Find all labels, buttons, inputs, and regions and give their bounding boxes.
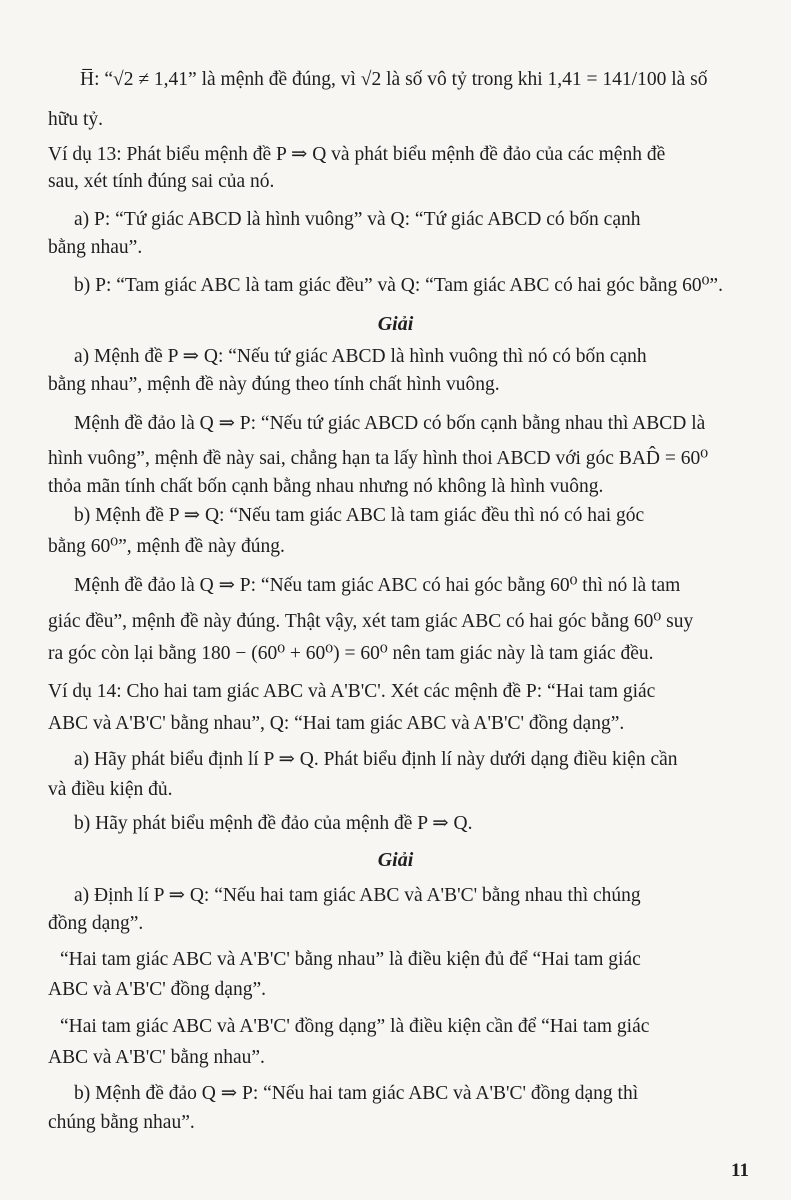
text-line: chúng bằng nhau”. [48,1112,195,1133]
text-line: bằng nhau”. [48,237,143,258]
solution-heading: Giải [377,313,414,335]
text-line: bằng nhau”, mệnh đề này đúng theo tính chất hình vuông. [48,374,500,395]
text-line: ABC và A'B'C' bằng nhau”. [48,1047,265,1068]
text-line: b) Hãy phát biểu mệnh đề đảo của mệnh đề P ⇒ Q. [74,813,473,834]
solution-heading: Giải [377,849,414,871]
text-line: a) Định lí P ⇒ Q: “Nếu hai tam giác ABC và A'B'C' bằng nhau thì chúng [74,885,641,906]
text-line: b) Mệnh đề P ⇒ Q: “Nếu tam giác ABC là tam giác đều thì nó có hai góc [74,505,645,526]
text-line: hữu tỷ. [48,109,103,130]
text-line: hình vuông”, mệnh đề này sai, chẳng hạn ta lấy hình thoi ABCD với góc BAD̂ = 60⁰ [48,448,709,469]
text-line: b) P: “Tam giác ABC là tam giác đều” và Q: “Tam giác ABC có hai góc bằng 60⁰”. [74,275,723,296]
text-line: thỏa mãn tính chất bốn cạnh bằng nhau nhưng nó không là hình vuông. [48,476,604,497]
text-line: Mệnh đề đảo là Q ⇒ P: “Nếu tam giác ABC có hai góc bằng 60⁰ thì nó là tam [74,575,681,596]
text-line: b) Mệnh đề đảo Q ⇒ P: “Nếu hai tam giác ABC và A'B'C' đồng dạng thì [74,1083,639,1104]
text-line: bằng 60⁰”, mệnh đề này đúng. [48,536,285,557]
text-line: đồng dạng”. [48,913,144,934]
text-line: ABC và A'B'C' bằng nhau”, Q: “Hai tam giác ABC và A'B'C' đồng dạng”. [48,713,625,734]
text-line: ABC và A'B'C' đồng dạng”. [48,979,266,1000]
text-line: “Hai tam giác ABC và A'B'C' đồng dạng” là điều kiện cần để “Hai tam giác [60,1016,650,1037]
page-number: 11 [731,1160,749,1181]
text-line: a) Mệnh đề P ⇒ Q: “Nếu tứ giác ABCD là hình vuông thì nó có bốn cạnh [74,346,647,367]
text-line: Ví dụ 13: Phát biểu mệnh đề P ⇒ Q và phát biểu mệnh đề đảo của các mệnh đề [48,144,666,165]
text-line: và điều kiện đủ. [48,779,173,800]
text-line: H̅: “√2 ≠ 1,41” là mệnh đề đúng, vì √2 là số vô tỷ trong khi 1,41 = 141/100 là số [80,69,708,90]
text-line: sau, xét tính đúng sai của nó. [48,171,275,192]
text-line: ra góc còn lại bằng 180 − (60⁰ + 60⁰) = 60⁰ nên tam giác này là tam giác đều. [48,643,654,664]
text-line: Ví dụ 14: Cho hai tam giác ABC và A'B'C'. Xét các mệnh đề P: “Hai tam giác [48,681,656,702]
text-line: “Hai tam giác ABC và A'B'C' bằng nhau” là điều kiện đủ để “Hai tam giác [60,949,641,970]
text-line: giác đều”, mệnh đề này đúng. Thật vậy, xét tam giác ABC có hai góc bằng 60⁰ suy [48,611,694,632]
text-line: Mệnh đề đảo là Q ⇒ P: “Nếu tứ giác ABCD có bốn cạnh bằng nhau thì ABCD là [74,413,706,434]
text-line: a) P: “Tứ giác ABCD là hình vuông” và Q: “Tứ giác ABCD có bốn cạnh [74,209,641,230]
text-line: a) Hãy phát biểu định lí P ⇒ Q. Phát biểu định lí này dưới dạng điều kiện cần [74,749,678,770]
